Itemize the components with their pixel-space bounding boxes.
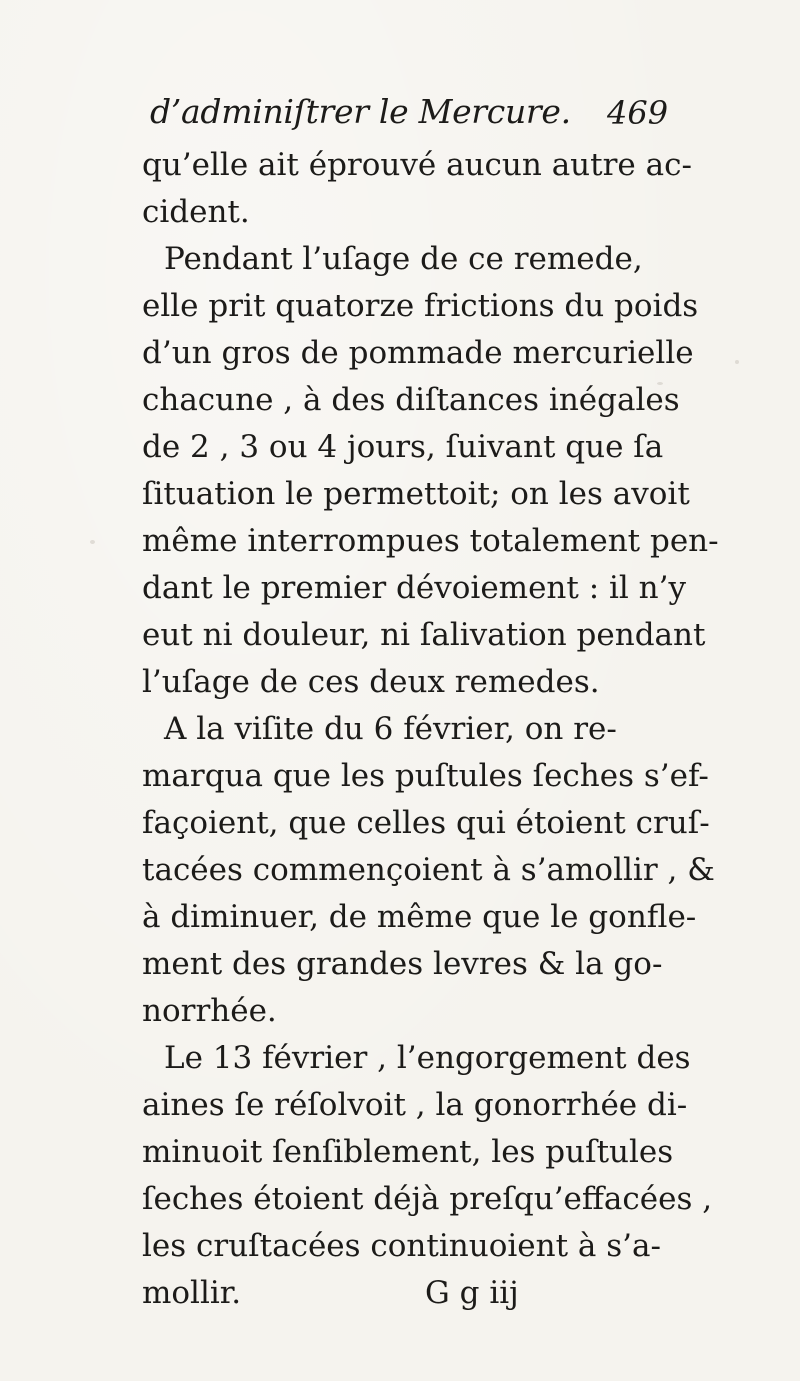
text-line: qu’elle ait éprouvé aucun autre ac- [142,147,692,183]
text-line: l’uſage de ces deux remedes. [142,664,600,700]
paper-spot [735,360,739,364]
body-text [142,142,719,1317]
text-line: aines ſe réſolvoit , la gonorrhée di- [142,1087,688,1123]
last-text-line [142,1270,702,1317]
text-line: minuoit ſenſiblement, les puſtules [142,1134,674,1170]
text-line: marqua que les puſtules ſeches s’ef- [142,758,709,794]
text-line: de 2 , 3 ou 4 jours, ſuivant que ſa [142,429,664,465]
text-line: elle prit quatorze frictions du poids [142,288,699,324]
text-line: A la viſite du 6 février, on re- [164,711,617,747]
text-line: même interrompues totalement pen- [142,523,719,559]
paper-spot [90,540,95,544]
text-line: dant le premier dévoiement : il n’y [142,570,687,606]
text-line: chacune , à des diſtances inégales [142,382,680,418]
text-line: façoient, que celles qui étoient cruſ- [142,805,710,841]
page-number: 469 [607,94,669,132]
text-line: cident. [142,194,250,230]
text-line: à diminuer, de même que le gonfle- [142,899,697,935]
text-line: eut ni douleur, ni ſalivation pendant [142,617,706,653]
text-line: tacées commençoient à s’amollir , & [142,852,715,888]
text-line: Le 13 février , l’engorgement des [164,1040,691,1076]
text-line: d’un gros de pommade mercurielle [142,335,694,371]
text-line: ment des grandes levres & la go- [142,946,663,982]
running-title: d’adminiſtrer le Mercure. [150,92,571,131]
text-line: ſituation le permettoit; on les avoit [142,476,690,512]
text-line: ſeches étoient déjà preſqu’effacées , [142,1181,713,1217]
text-line: norrhée. [142,993,277,1029]
signature-mark: G g iij [425,1275,519,1311]
text-line: Pendant l’uſage de ce remede, [164,241,643,277]
page-header [150,92,670,142]
last-line-text: mollir. [142,1275,242,1311]
text-line: les cruſtacées continuoient à s’a- [142,1228,661,1264]
